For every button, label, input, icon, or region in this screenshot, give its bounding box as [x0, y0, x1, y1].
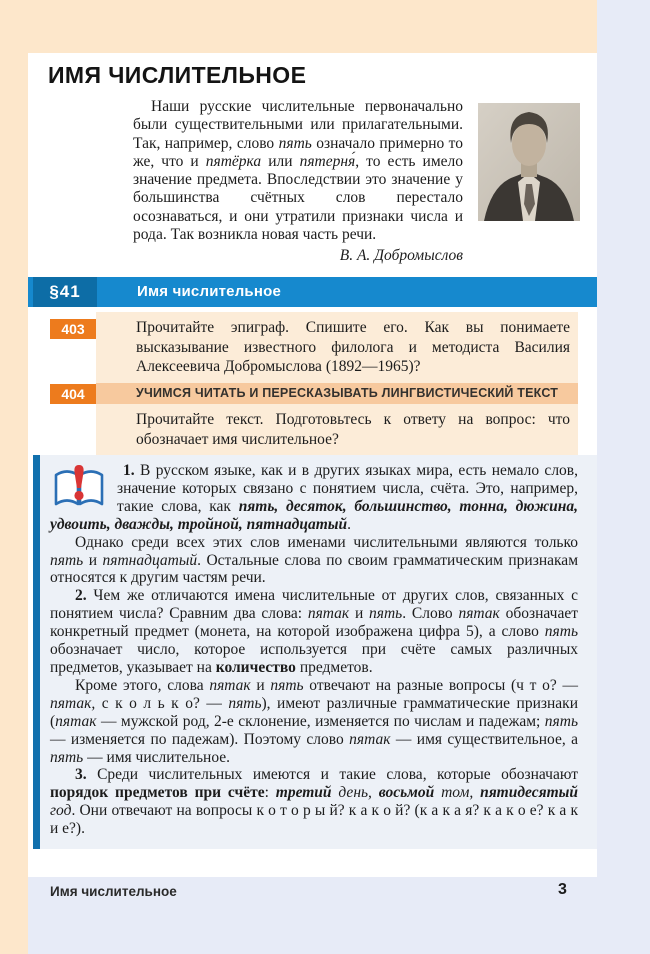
theory-paragraph: Однако среди всех этих слов именами числительными являются только пять и пятнадцатый. Остальные слова по своим грамматическим признакам относятся к другим частям речи. [50, 533, 578, 587]
page-title: ИМЯ ЧИСЛИТЕЛЬНОЕ [48, 62, 307, 88]
left-margin-strip [0, 0, 28, 954]
epigraph-author: В. А. Добромыслов [339, 247, 463, 265]
exercise-404-heading: УЧИМСЯ ЧИТАТЬ И ПЕРЕСКАЗЫВАТЬ ЛИНГВИСТИЧЕСКИЙ ТЕКСТ [96, 383, 578, 404]
exercise-404-badge: 404 [50, 384, 96, 404]
footer-page-number: 3 [558, 881, 567, 898]
section-title: Имя числительное [137, 283, 282, 300]
page-sheet [28, 53, 597, 877]
top-margin-band [0, 0, 597, 53]
section-number: §41 [33, 277, 97, 307]
theory-paragraph: Кроме этого, слова пятак и пять отвечают на разные вопросы (ч т о? — пятак, с к о л ь к о? — пять), имеют различные грамматические признаки (пятак — мужской род, 2-е склонение, изменяется по числам и падежам; пять — изменяется по падежам). Поэтому слово пятак — имя существительное, а пять — имя числительное. [50, 676, 579, 766]
exercise-403-badge: 403 [50, 319, 96, 339]
book-exclamation-icon [53, 464, 105, 508]
theory-paragraph: 1. В русском языке, как и в других языках мира, есть немало слов, значение которых связано с понятием числа, счёта. Это, например, такие слова, как пять, десяток, большинство, тонна, дюжина, удвоить, дважды, тройной, пятнадцатый. [50, 462, 578, 533]
exercise-404-text: Прочитайте текст. Подготовьтесь к ответу на вопрос: что обозначает имя числительное? [96, 404, 578, 457]
section-header-bar [28, 277, 597, 307]
theory-paragraph: 3. Среди числительных имеются и такие слова, которые обозначают порядок предметов при счёте: третий день, восьмой том, пятидесятый год. Они отвечают на вопросы к о т о р ы й? к а к о й? (к а к а я? к а к о е? к а к и е?). [50, 766, 579, 838]
theory-block [33, 455, 597, 849]
epigraph [133, 98, 463, 266]
exercise-403-text: Прочитайте эпиграф. Спишите его. Как вы понимаете высказывание известного филолога и методиста Василия Алексеевича Добромыслова (1892—1965)? [96, 312, 578, 385]
epigraph-text: Наши русские числительные первоначально были существительными или прилагательными. Так, например, слово пять означало примерно то же, что и пятёрка или пятерня́, то есть имело значение предмета. Впоследствии это значение у большинства счётных слов перестало осознаваться, и они утратили признаки числа и рода. Так возникла новая часть речи. [133, 98, 463, 244]
footer-section-label: Имя числительное [50, 884, 177, 899]
portrait-illustration [478, 103, 580, 221]
theory-paragraph: 2. Чем же отличаются имена числительные от других слов, связанных с понятием числа? Сравним два слова: пятак и пять. Слово пятак обозначает конкретный предмет (монета, на которой изображена цифра 5), а слово пять обозначает число, которое используется при счёте самых различных предметов, указывает на количество предметов. [50, 587, 578, 676]
author-portrait-photo [478, 103, 580, 221]
